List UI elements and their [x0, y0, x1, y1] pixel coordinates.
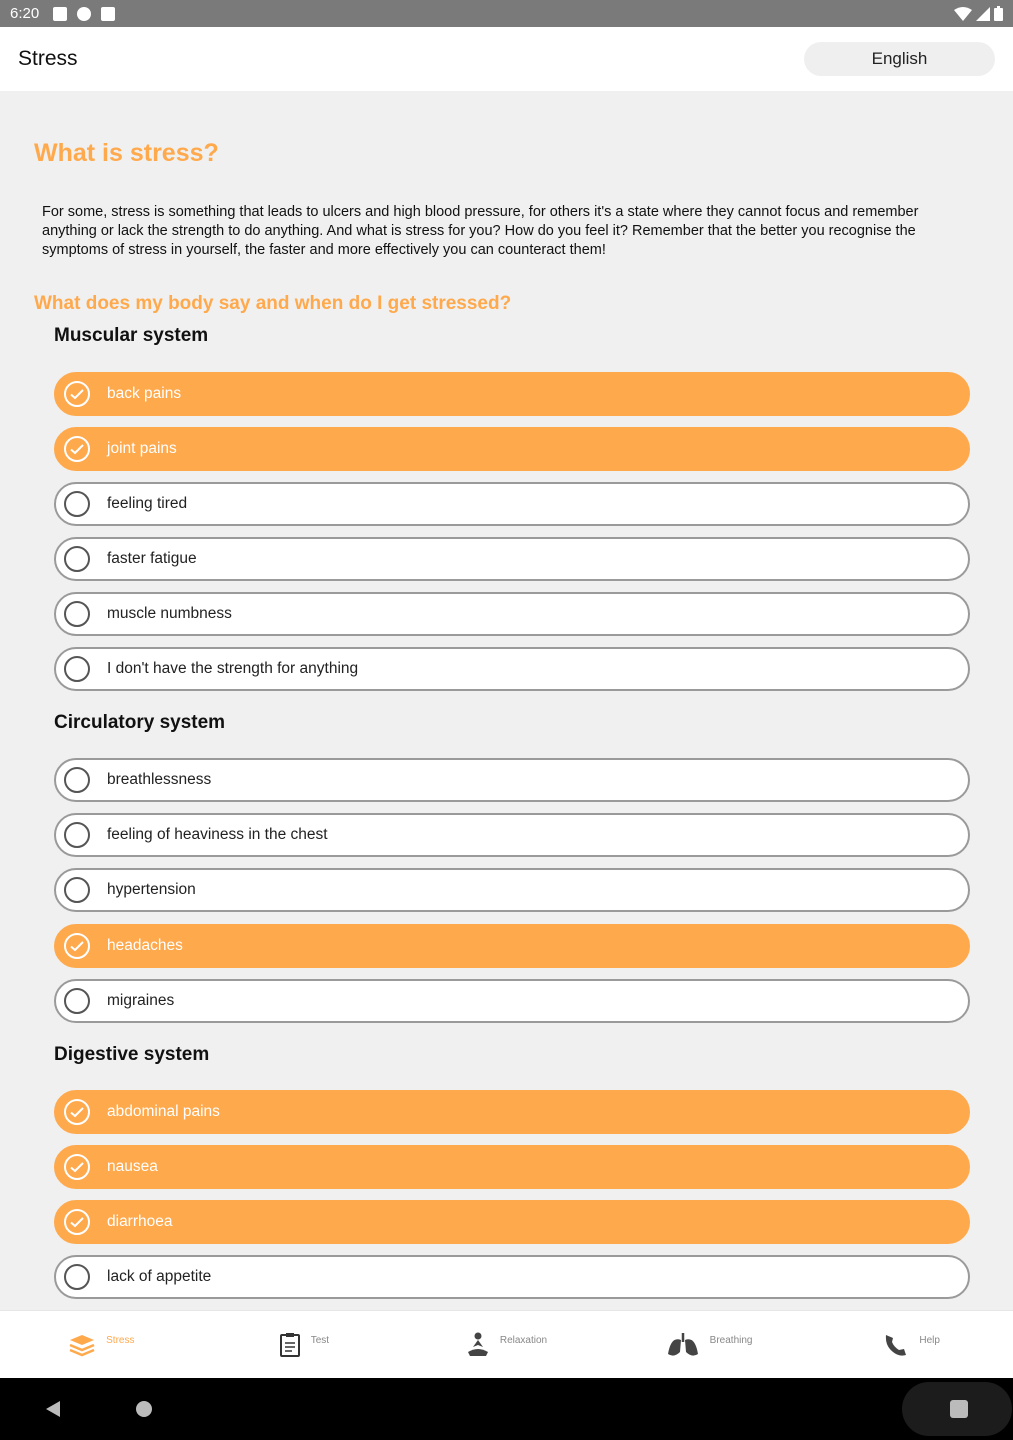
- radio-circle-icon: [64, 601, 90, 627]
- check-circle-icon: [64, 381, 90, 407]
- option-label: breathlessness: [107, 771, 212, 788]
- nav-label: Stress: [106, 1335, 135, 1346]
- status-time: 6:20: [10, 5, 40, 22]
- option-label: diarrhoea: [107, 1213, 173, 1230]
- check-circle-icon: [64, 933, 90, 959]
- app-bar: [0, 27, 1013, 91]
- option-label: faster fatigue: [107, 550, 197, 567]
- option-feeling-tired[interactable]: [54, 482, 970, 526]
- radio-circle-icon: [64, 988, 90, 1014]
- option-breathlessness[interactable]: [54, 758, 970, 802]
- option-migraines[interactable]: [54, 979, 970, 1023]
- radio-circle-icon: [64, 822, 90, 848]
- nav-label: Help: [919, 1335, 940, 1346]
- option-headaches[interactable]: [54, 924, 970, 968]
- option-diarrhoea[interactable]: [54, 1200, 970, 1244]
- radio-circle-icon: [64, 767, 90, 793]
- option-label: lack of appetite: [107, 1268, 212, 1285]
- lungs-icon: [666, 1332, 700, 1358]
- option-hypertension[interactable]: [54, 868, 970, 912]
- nav-breathing[interactable]: [608, 1311, 811, 1378]
- page-title: Stress: [18, 47, 78, 70]
- option-label: back pains: [107, 385, 182, 402]
- system-nav-bar: [0, 1378, 1013, 1440]
- option-nausea[interactable]: [54, 1145, 970, 1189]
- battery-icon: [994, 6, 1003, 21]
- option-joint-pains[interactable]: [54, 427, 970, 471]
- notification-a-icon: [53, 7, 67, 21]
- recents-icon[interactable]: [950, 1400, 968, 1418]
- option-chest-heaviness[interactable]: [54, 813, 970, 857]
- radio-circle-icon: [64, 1264, 90, 1290]
- option-label: abdominal pains: [107, 1103, 220, 1120]
- nav-label: Breathing: [709, 1335, 753, 1346]
- radio-circle-icon: [64, 877, 90, 903]
- option-label: headaches: [107, 937, 183, 954]
- option-label: muscle numbness: [107, 605, 232, 622]
- option-muscle-numbness[interactable]: [54, 592, 970, 636]
- option-back-pains[interactable]: [54, 372, 970, 416]
- books-icon: [68, 1333, 96, 1357]
- check-circle-icon: [64, 1209, 90, 1235]
- section-title-circulatory: Circulatory system: [54, 712, 226, 733]
- nav-label: Relaxation: [499, 1335, 548, 1346]
- clipboard-icon: [279, 1332, 301, 1358]
- check-circle-icon: [64, 1099, 90, 1125]
- option-no-strength[interactable]: [54, 647, 970, 691]
- nav-relaxation[interactable]: [405, 1311, 608, 1378]
- option-lack-of-appetite[interactable]: [54, 1255, 970, 1299]
- option-label: feeling tired: [107, 495, 188, 512]
- sd-card-icon: [101, 7, 115, 21]
- notification-circle-icon: [77, 7, 91, 21]
- check-circle-icon: [64, 1154, 90, 1180]
- nav-stress[interactable]: [0, 1311, 203, 1378]
- home-icon[interactable]: [136, 1401, 152, 1417]
- option-label: I don't have the strength for anything: [107, 660, 359, 677]
- body-signals-heading: What does my body say and when do I get stressed?: [34, 293, 512, 314]
- signal-icon: [976, 7, 990, 21]
- option-abdominal-pains[interactable]: [54, 1090, 970, 1134]
- radio-circle-icon: [64, 491, 90, 517]
- check-circle-icon: [64, 436, 90, 462]
- radio-circle-icon: [64, 656, 90, 682]
- option-label: hypertension: [107, 881, 196, 898]
- nav-test[interactable]: [203, 1311, 406, 1378]
- option-faster-fatigue[interactable]: [54, 537, 970, 581]
- intro-paragraph: For some, stress is something that leads to ulcers and high blood pressure, for others it's a state where they cannot focus and remember anything or lack the strength to do anything. And what is stress for you? How do you feel it? Remember that the better you recognise the symptoms of stress in yourself, the faster and more effectively you can counteract them!: [42, 204, 919, 258]
- nav-help[interactable]: [810, 1311, 1013, 1378]
- radio-circle-icon: [64, 546, 90, 572]
- what-is-stress-heading: What is stress?: [34, 139, 219, 167]
- language-selector[interactable]: English: [804, 42, 995, 76]
- phone-icon: [883, 1332, 909, 1358]
- option-label: joint pains: [107, 440, 177, 457]
- option-label: migraines: [107, 992, 175, 1009]
- option-label: feeling of heaviness in the chest: [107, 826, 328, 843]
- bottom-nav: [0, 1310, 1013, 1378]
- status-bar: [0, 0, 1013, 27]
- wifi-icon: [954, 7, 972, 21]
- option-label: nausea: [107, 1158, 158, 1175]
- nav-label: Test: [310, 1335, 330, 1346]
- scroll-content[interactable]: [0, 91, 1013, 1310]
- section-title-digestive: Digestive system: [54, 1044, 210, 1065]
- meditation-icon: [466, 1332, 490, 1358]
- section-title-muscular: Muscular system: [54, 325, 209, 346]
- back-icon[interactable]: [44, 1400, 62, 1418]
